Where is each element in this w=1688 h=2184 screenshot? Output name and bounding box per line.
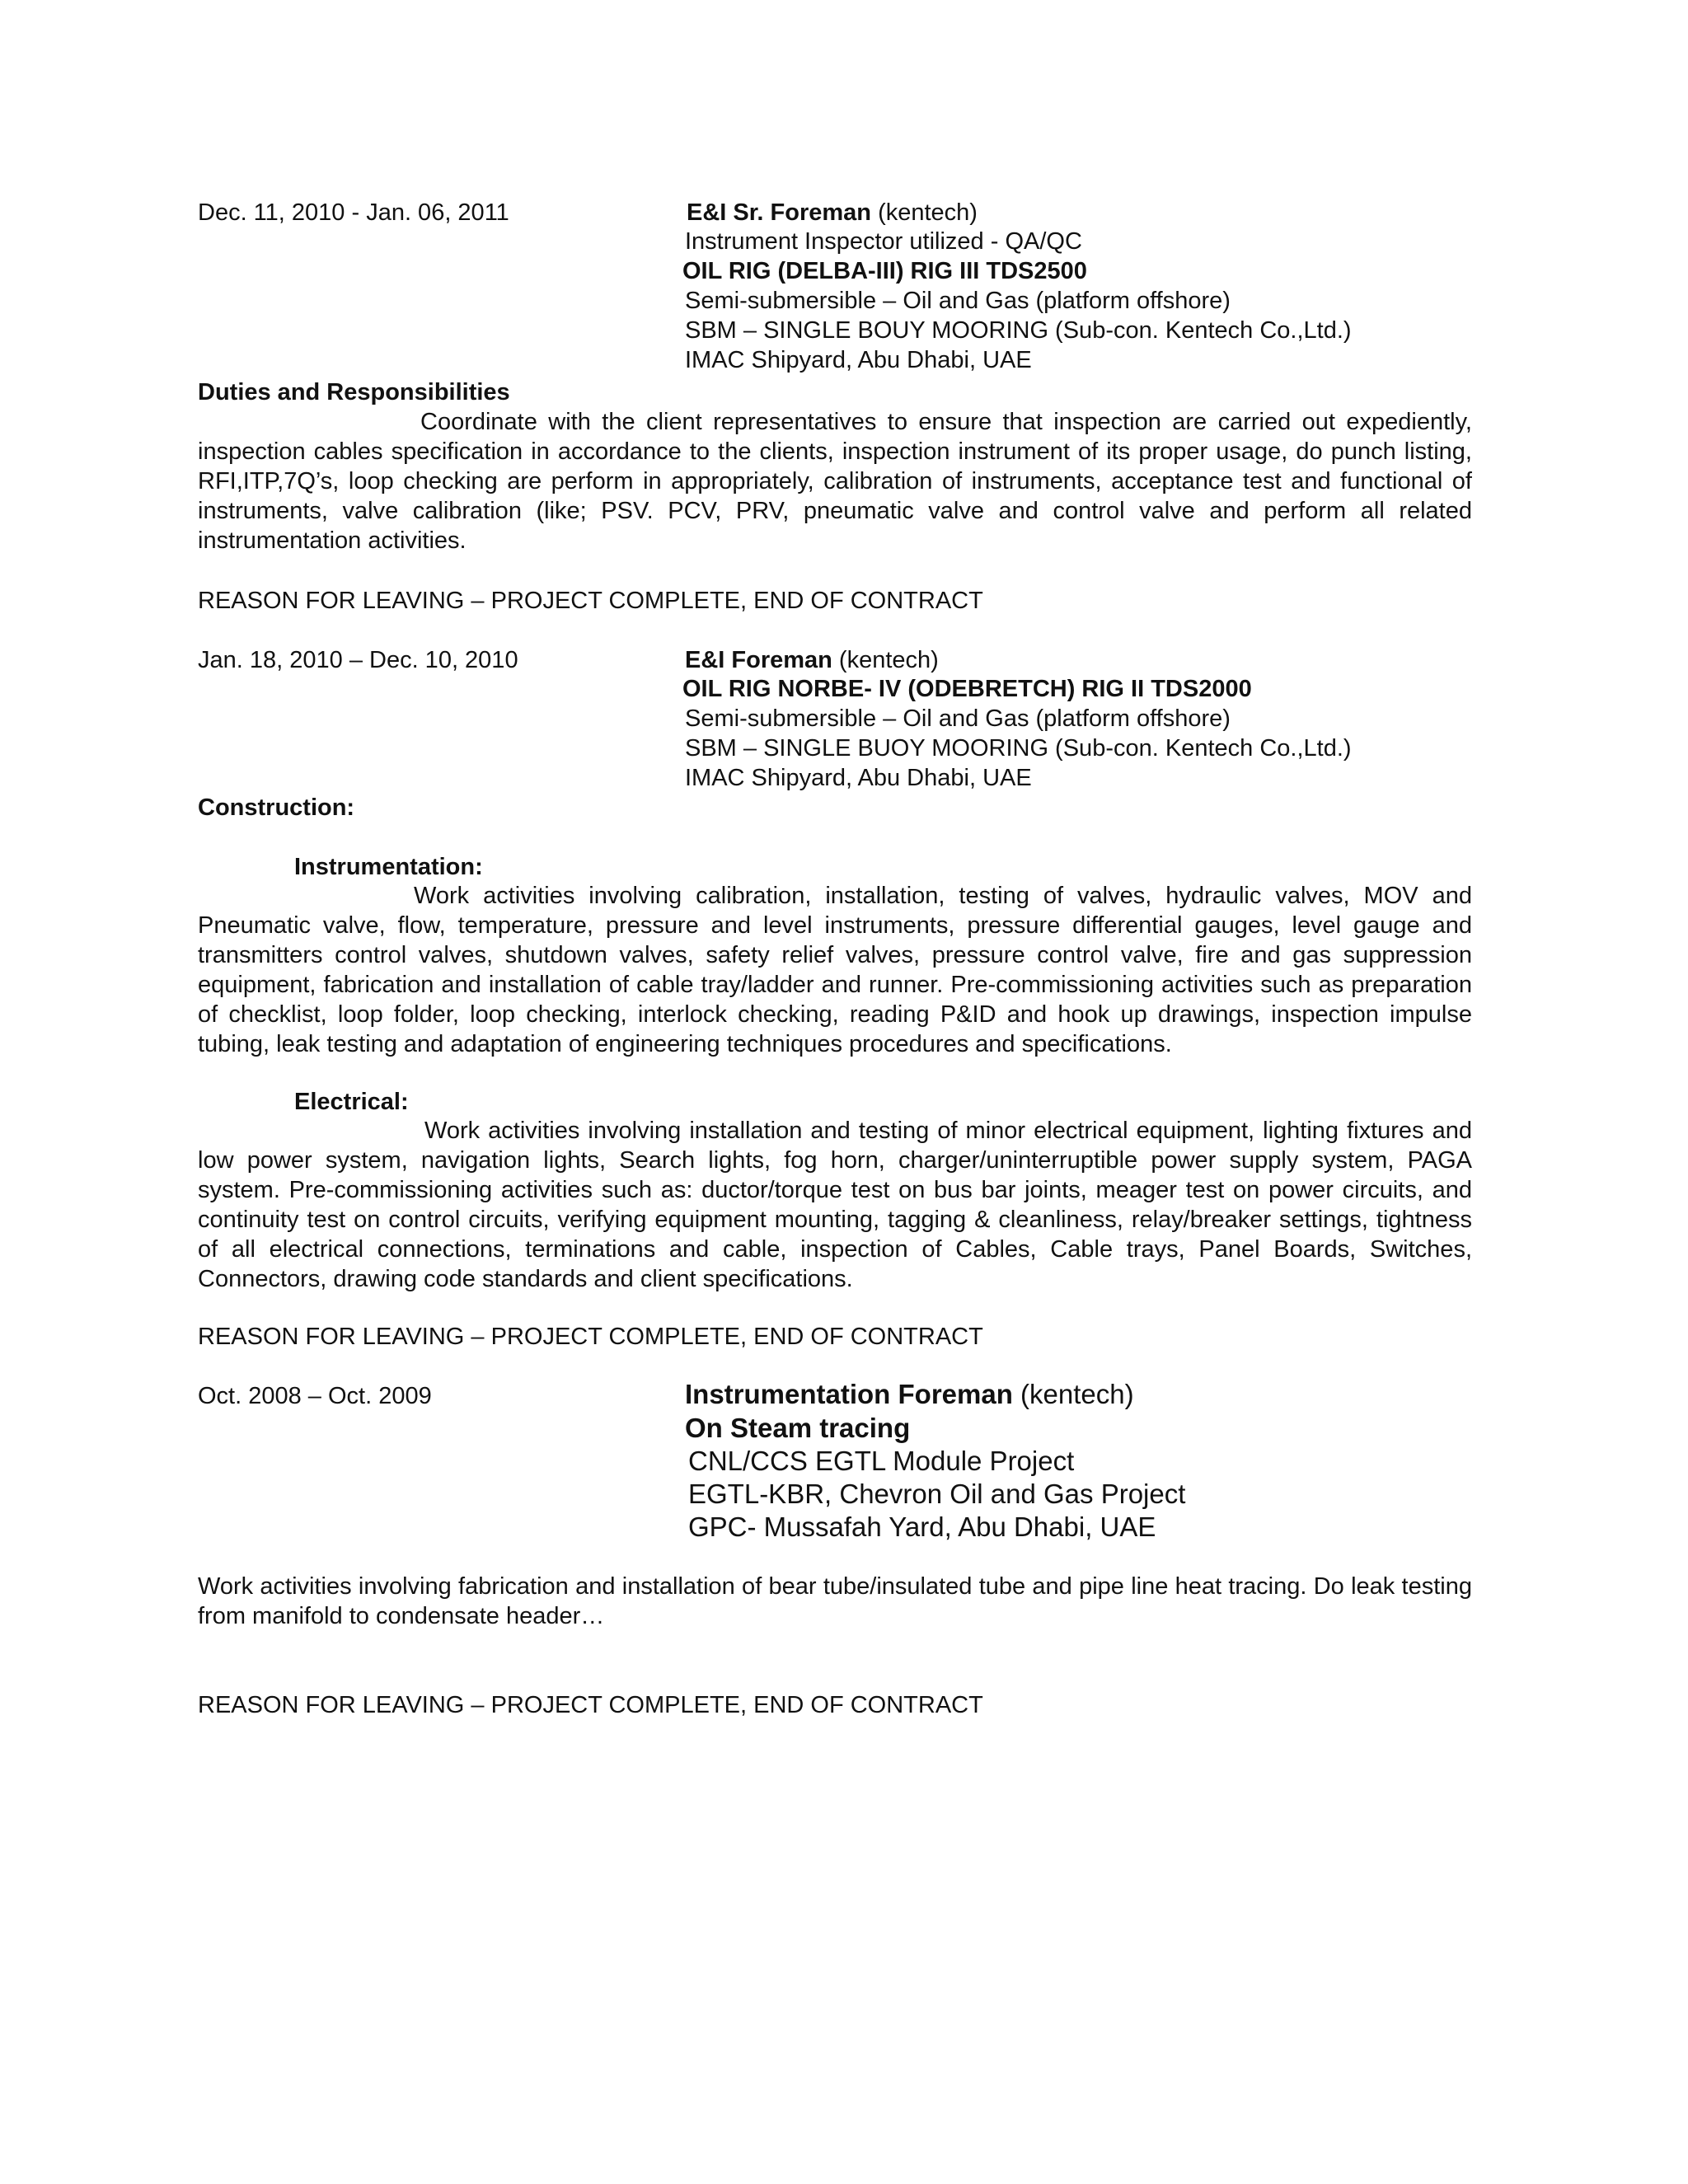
job1-platform: Semi-submersible – Oil and Gas (platform offshore) — [685, 288, 1231, 314]
job1-date: Dec. 11, 2010 - Jan. 06, 2011 — [198, 199, 509, 226]
job3-project: CNL/CCS EGTL Module Project — [688, 1446, 1075, 1476]
job3-date: Oct. 2008 – Oct. 2009 — [198, 1383, 432, 1409]
job2-platform: Semi-submersible – Oil and Gas (platform offshore) — [685, 705, 1231, 732]
electrical-heading: Electrical: — [294, 1089, 409, 1115]
duties-heading: Duties and Responsibilities — [198, 379, 510, 405]
job1-title: E&I Sr. Foreman — [687, 199, 872, 226]
job2-rig: OIL RIG NORBE- IV (ODEBRETCH) RIG II TDS2000 — [682, 676, 1252, 702]
job1-rig: OIL RIG (DELBA-III) RIG III TDS2500 — [682, 258, 1087, 284]
job1-sbm: SBM – SINGLE BOUY MOORING (Sub-con. Kentech Co.,Ltd.) — [685, 317, 1352, 344]
job1-location: IMAC Shipyard, Abu Dhabi, UAE — [685, 347, 1032, 373]
instrumentation-paragraph — [198, 881, 1472, 1059]
job2-reason: REASON FOR LEAVING – PROJECT COMPLETE, END OF CONTRACT — [198, 1324, 983, 1350]
instrumentation-text: Work activities involving calibration, installation, testing of valves, hydraulic valves, MOV and Pneumatic valve, flow, temperature, pressure and level instruments, pressure differential gauges, level gauge and transmitters control valves, shutdown valves, safety relief valves, pressure control valve, fire and gas suppression equipment, fabrication and installation of cable tray/ladder and runner. Pre-commissioning activities such as preparation of checklist, loop folder, loop checking, interlock checking, reading P&ID and hook up drawings, inspection impulse tubing, leak testing and adaptation of engineering techniques procedures and specifications. — [198, 883, 1472, 1057]
job3-location: GPC- Mussafah Yard, Abu Dhabi, UAE — [688, 1511, 1156, 1542]
duties-paragraph — [198, 407, 1472, 555]
job3-title-line — [685, 1378, 1134, 1411]
instrumentation-heading: Instrumentation: — [294, 854, 483, 880]
job3-reason: REASON FOR LEAVING – PROJECT COMPLETE, END OF CONTRACT — [198, 1692, 983, 1718]
job2-date: Jan. 18, 2010 – Dec. 10, 2010 — [198, 647, 518, 673]
job2-sbm: SBM – SINGLE BUOY MOORING (Sub-con. Kentech Co.,Ltd.) — [685, 735, 1352, 762]
job1-company: (kentech) — [871, 199, 978, 226]
construction-heading: Construction: — [198, 794, 355, 821]
job2-company: (kentech) — [832, 647, 939, 673]
job3-subtitle: On Steam tracing — [685, 1413, 911, 1443]
job3-title: Instrumentation Foreman — [685, 1379, 1013, 1409]
job3-company: (kentech) — [1012, 1379, 1134, 1409]
job1-role-note: Instrument Inspector utilized - QA/QC — [685, 228, 1082, 255]
job3-work-text: Work activities involving fabrication and installation of bear tube/insulated tube and pipe line heat tracing. Do leak testing from manifold to condensate header… — [198, 1573, 1472, 1629]
job1-reason: REASON FOR LEAVING – PROJECT COMPLETE, END OF CONTRACT — [198, 588, 983, 614]
electrical-text: Work activities involving installation and testing of minor electrical equipment, lighting fixtures and low power system, navigation lights, Search lights, fog horn, charger/uninterruptible power supply system, PAGA system. Pre-commissioning activities such as: ductor/torque test on bus bar joints, meager test on power circuits, and continuity test on control circuits, verifying equipment mounting, tagging & cleanliness, relay/breaker settings, tightness of all electrical connections, terminations and cable, inspection of Cables, Cable trays, Panel Boards, Switches, Connectors, drawing code standards and client specifications. — [198, 1118, 1472, 1292]
job2-title-line — [685, 645, 939, 675]
job1-title-line — [687, 198, 978, 227]
duties-text: Coordinate with the client representatives to ensure that inspection are carried out expediently, inspection cables specification in accordance to the clients, inspection instrument of its proper usage, do punch listing, RFI,ITP,7Q’s, loop checking are perform in appropriately, calibration of instruments, acceptance test and functional of instruments, valve calibration (like; PSV. PCV, PRV, pneumatic valve and control valve and perform all related instrumentation activities. — [198, 409, 1472, 554]
job2-title: E&I Foreman — [685, 647, 832, 673]
job2-location: IMAC Shipyard, Abu Dhabi, UAE — [685, 765, 1032, 791]
job3-client: EGTL-KBR, Chevron Oil and Gas Project — [688, 1479, 1186, 1509]
electrical-paragraph — [198, 1116, 1472, 1294]
